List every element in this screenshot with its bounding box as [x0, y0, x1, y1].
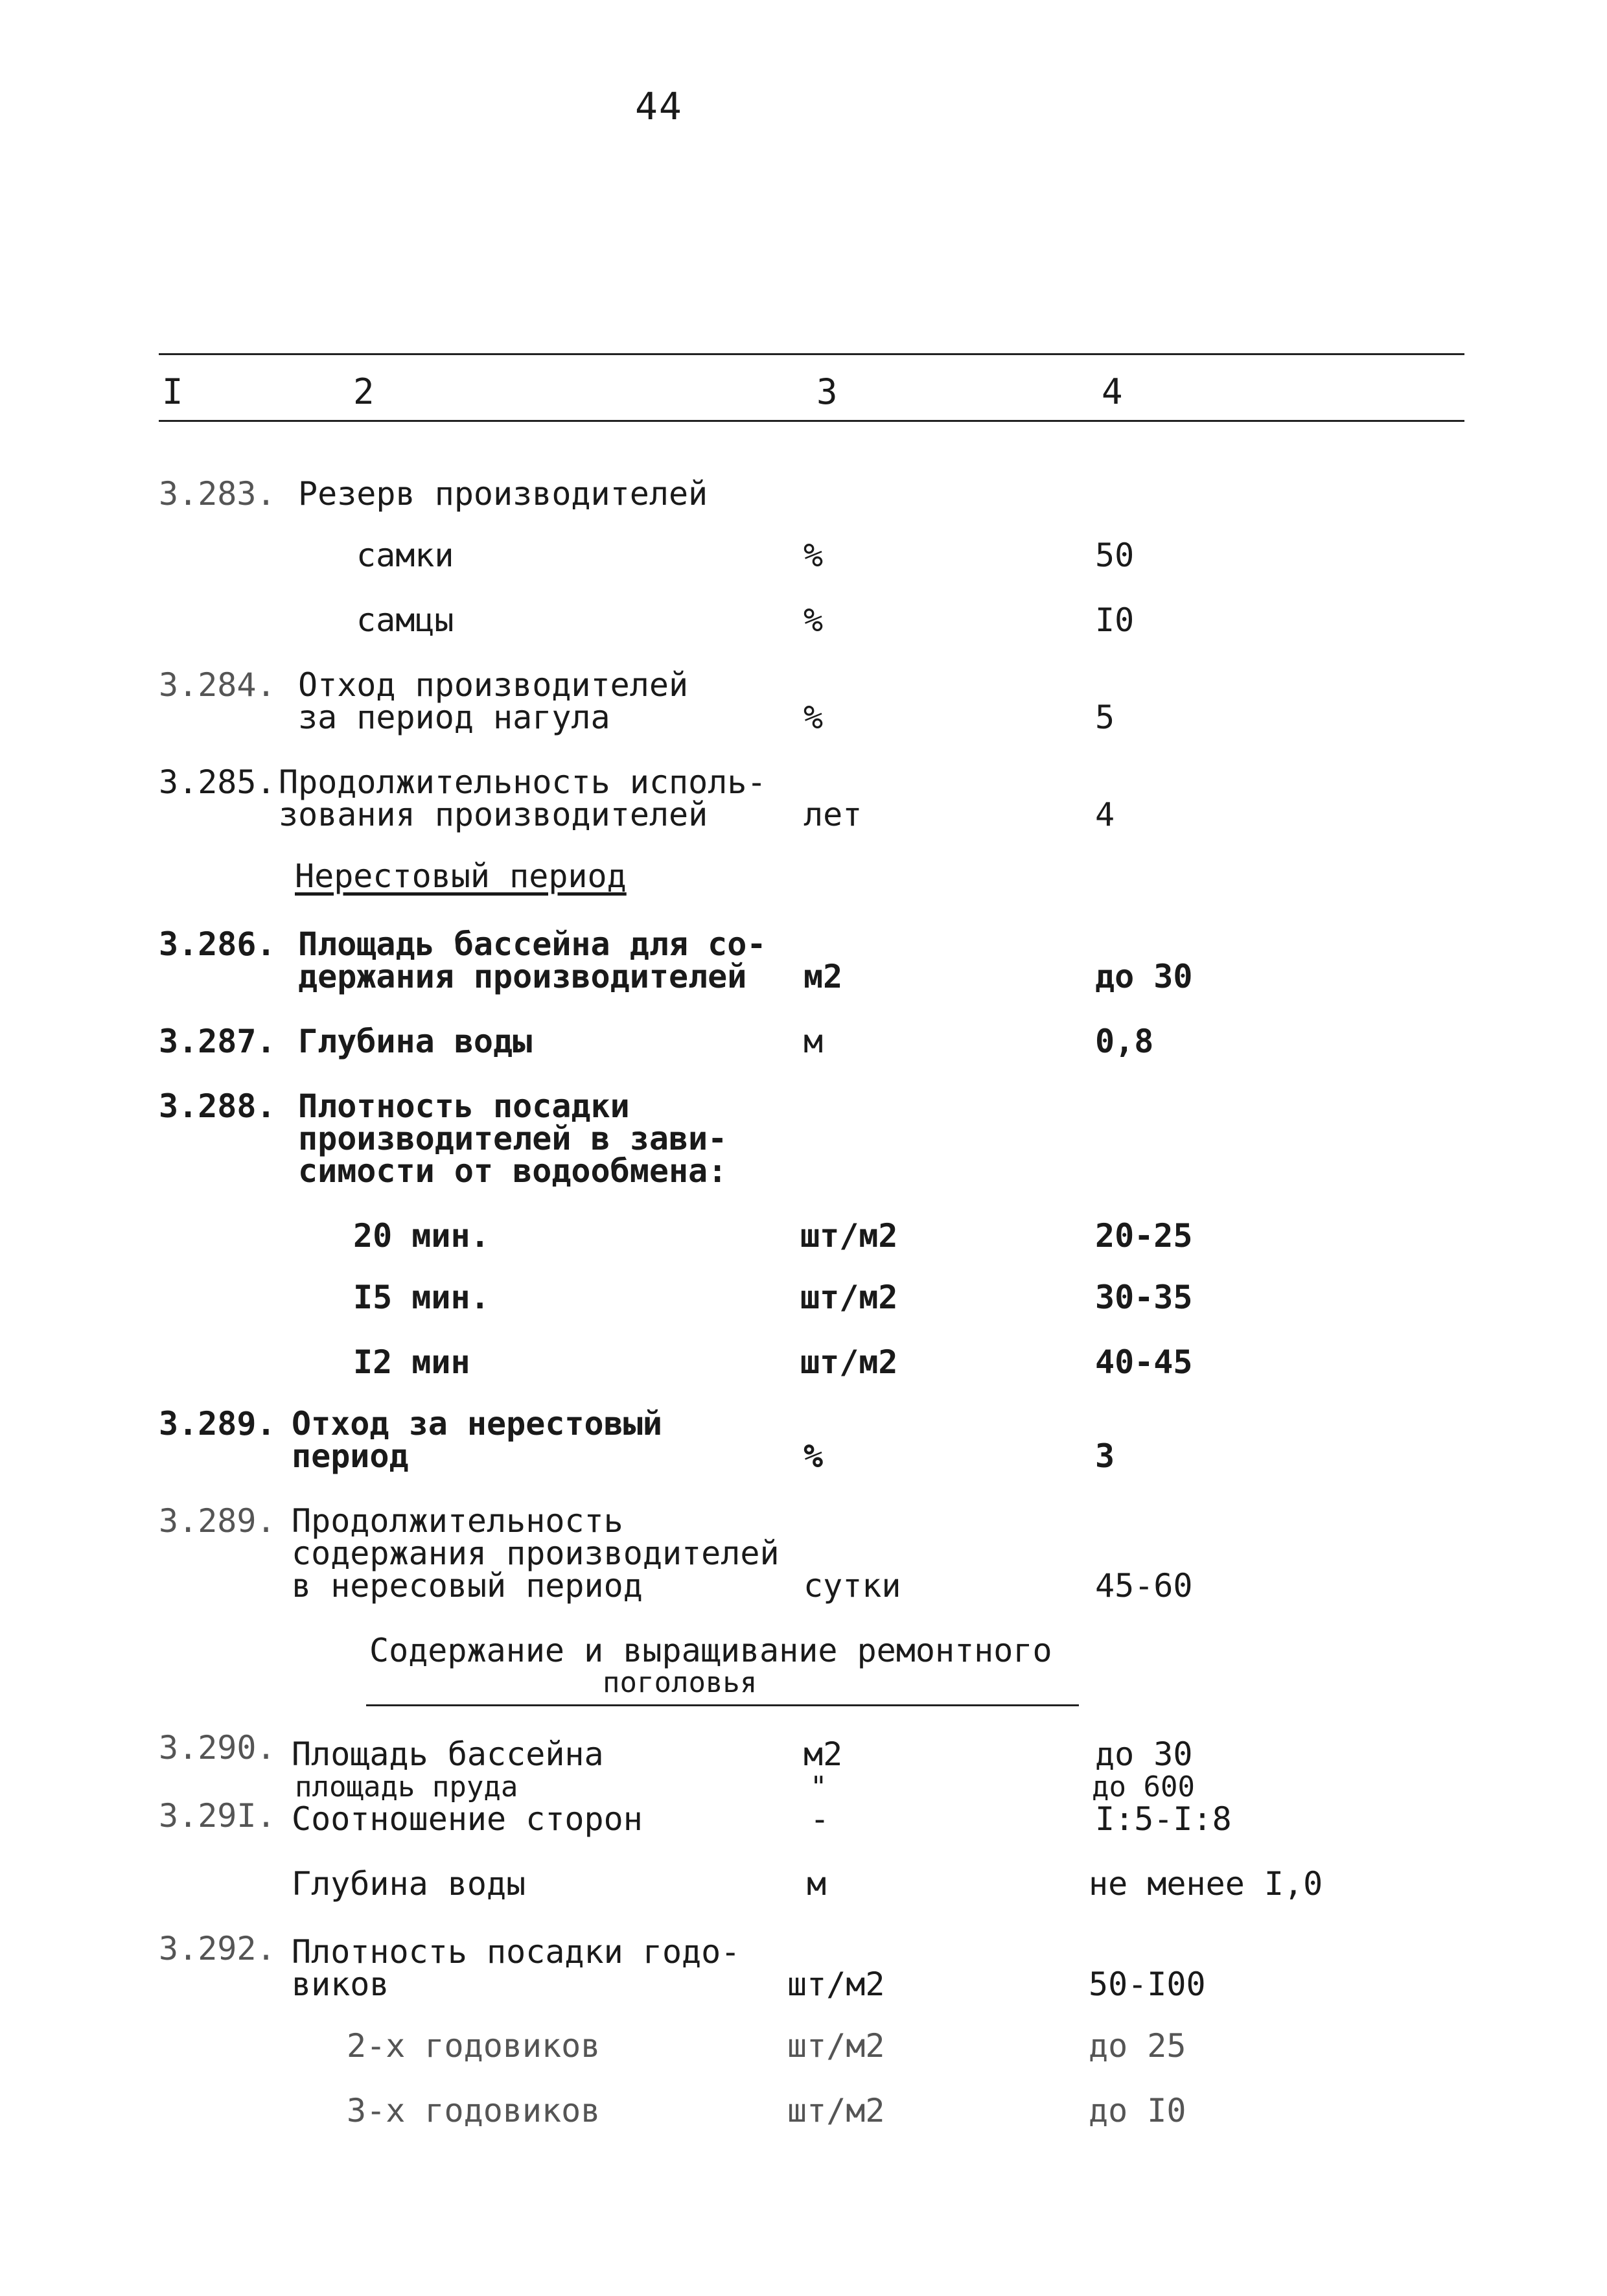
section-heading-spawning: Нерестовый период [295, 857, 627, 895]
row-text: Площадь бассейна для со- [298, 925, 767, 963]
row-value: 30-35 [1095, 1279, 1193, 1316]
row-value: 45-60 [1095, 1567, 1193, 1605]
row-text: в нересовый период [292, 1567, 643, 1605]
row-value: 50 [1095, 537, 1135, 574]
row-value: до 25 [1089, 2027, 1186, 2065]
column-header-1: I [162, 371, 183, 412]
row-number: 3.29I. [159, 1797, 276, 1835]
row-value: до 600 [1092, 1770, 1195, 1803]
row-text: I2 мин [353, 1343, 470, 1381]
section-heading-repair-line2: поголовья [603, 1666, 757, 1699]
row-value: до I0 [1089, 2092, 1186, 2129]
row-value: I0 [1095, 601, 1135, 639]
row-number: 3.286. [159, 925, 276, 963]
row-text: самки [356, 537, 454, 574]
row-value: не менее I,0 [1089, 1865, 1323, 1903]
row-text: самцы [356, 601, 454, 639]
row-text: производителей в зави- [298, 1120, 728, 1157]
row-unit: % [804, 537, 824, 574]
row-value: 0,8 [1095, 1023, 1154, 1060]
row-number: 3.287. [159, 1023, 276, 1060]
table-header-rule [159, 420, 1464, 422]
row-unit: " [810, 1770, 827, 1803]
column-header-3: 3 [816, 371, 838, 412]
row-text: I5 мин. [353, 1279, 490, 1316]
row-text: Площадь бассейна [292, 1735, 604, 1773]
row-value: 20-25 [1095, 1217, 1193, 1255]
row-unit: м2 [804, 958, 843, 995]
row-value: 40-45 [1095, 1343, 1193, 1381]
row-text: Отход за нерестовый [292, 1405, 662, 1443]
row-unit: лет [804, 796, 862, 833]
row-unit: шт/м2 [787, 2027, 885, 2065]
row-number: 3.289. [159, 1502, 276, 1540]
row-unit: % [804, 1437, 824, 1475]
row-text: Продолжительность [292, 1502, 623, 1540]
row-value: 4 [1095, 796, 1115, 833]
row-number: 3.289. [159, 1405, 276, 1443]
row-value: 5 [1095, 699, 1115, 736]
table-top-rule [159, 353, 1464, 355]
row-text: зования производителей [279, 796, 708, 833]
row-text: период [292, 1437, 409, 1475]
row-unit: шт/м2 [787, 1966, 885, 2003]
section-heading-rule [366, 1704, 1079, 1706]
row-unit: - [810, 1800, 830, 1838]
row-unit: сутки [804, 1567, 901, 1605]
row-text: Плотность посадки [298, 1087, 630, 1125]
row-text: Плотность посадки годо- [292, 1933, 741, 1971]
page-number: 44 [635, 84, 683, 128]
row-text: держания производителей [298, 958, 747, 995]
row-value: 3 [1095, 1437, 1115, 1475]
row-text: за период нагула [298, 699, 610, 736]
row-unit: м [804, 1023, 824, 1060]
row-unit: шт/м2 [800, 1343, 898, 1381]
row-text: Резерв производителей [298, 475, 708, 513]
row-text: Отход производителей [298, 666, 689, 704]
row-unit: м [807, 1865, 827, 1903]
row-unit: шт/м2 [800, 1217, 898, 1255]
row-number: 3.285. [159, 763, 276, 801]
row-number: 3.284. [159, 666, 276, 704]
row-unit: % [804, 699, 824, 736]
row-text: Соотношение сторон [292, 1800, 643, 1838]
row-text: Глубина воды [298, 1023, 533, 1060]
row-number: 3.292. [159, 1930, 276, 1967]
row-value: до 30 [1095, 1735, 1193, 1773]
row-unit: м2 [804, 1735, 843, 1773]
row-unit: шт/м2 [800, 1279, 898, 1316]
row-text: 20 мин. [353, 1217, 490, 1255]
row-number: 3.290. [159, 1729, 276, 1767]
column-header-4: 4 [1102, 371, 1123, 412]
row-number: 3.283. [159, 475, 276, 513]
row-number: 3.288. [159, 1087, 276, 1125]
row-text: 2-х годовиков [347, 2027, 601, 2065]
row-text: виков [292, 1966, 389, 2003]
column-header-2: 2 [353, 371, 375, 412]
row-text: Продолжительность исполь- [279, 763, 767, 801]
row-text: симости от водообмена: [298, 1152, 728, 1190]
row-unit: % [804, 601, 824, 639]
row-value: до 30 [1095, 958, 1193, 995]
row-value: I:5-I:8 [1095, 1800, 1232, 1838]
row-text: площадь пруда [295, 1770, 518, 1803]
row-text: Глубина воды [292, 1865, 526, 1903]
row-value: 50-I00 [1089, 1966, 1206, 2003]
section-heading-repair-line1: Содержание и выращивание ремонтного [369, 1632, 1052, 1669]
row-unit: шт/м2 [787, 2092, 885, 2129]
row-text: содержания производителей [292, 1535, 780, 1572]
row-text: 3-х годовиков [347, 2092, 601, 2129]
